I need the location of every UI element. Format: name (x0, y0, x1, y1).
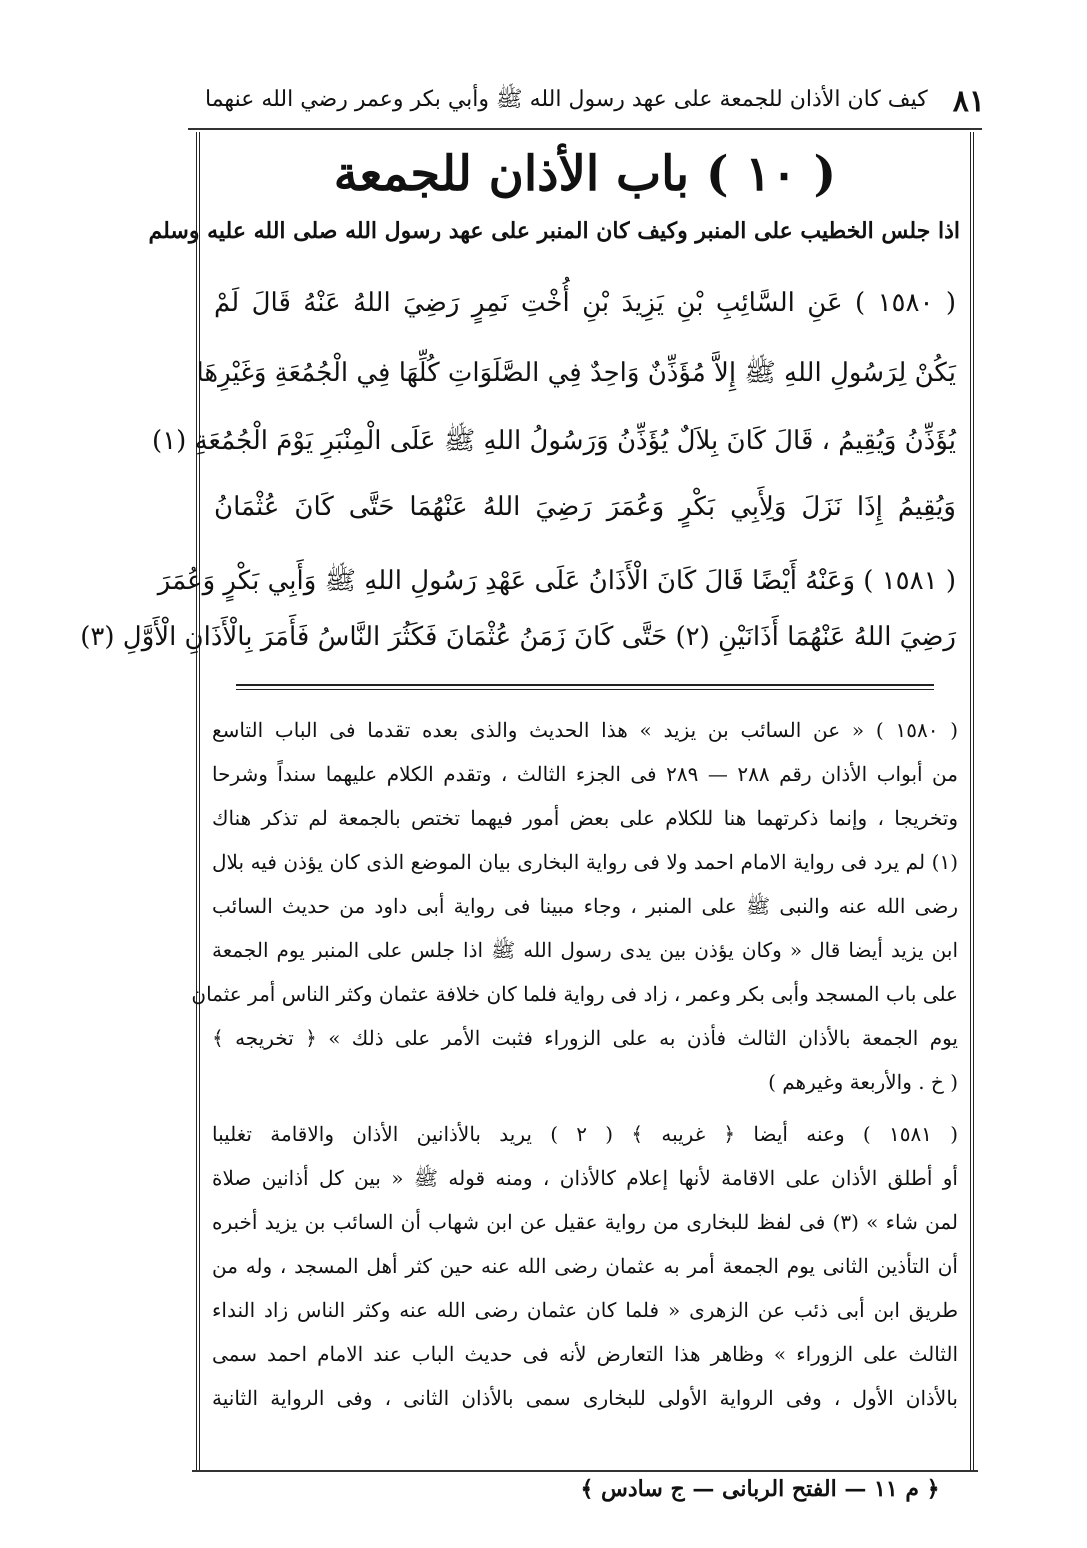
commentary-line: يوم الجمعة بالأذان الثالث فأذن به على الزوراء فثبت الأمر على ذلك » ﴿ تخريجه ﴾ (212, 1026, 958, 1050)
chapter-heading: ( ١٠ ) باب الأذان للجمعة (333, 146, 837, 202)
separator-rule (236, 689, 934, 690)
hadith-line: رَضِيَ اللهُ عَنْهُمَا أَذَانَيْنِ (٢) حَتَّى كَانَ زَمَنُ عُثْمَانَ فَكَثُرَ النَّاسُ فَأَمَرَ بِالْأَذَانِ الْأَوَّلِ (٣) (80, 622, 956, 652)
commentary-line: الثالث على الزوراء » وظاهر هذا التعارض لأنه فى حديث الباب عند الامام احمد سمى (212, 1342, 958, 1366)
commentary-line: ابن يزيد أيضا قال « وكان يؤذن بين يدى رسول الله ﷺ اذا جلس على المنبر يوم الجمعة (212, 938, 958, 962)
commentary-line: لمن شاء » (٣) فى لفظ للبخارى من رواية عقيل عن ابن شهاب أن السائب بن يزيد أخبره (212, 1210, 959, 1234)
commentary-line: رضى الله عنه والنبى ﷺ على المنبر ، وجاء مبينا فى رواية أبى داود من حديث السائب (212, 894, 958, 918)
commentary-line: طريق ابن أبى ذئب عن الزهرى « فلما كان عثمان رضى الله عنه وكثر الناس زاد النداء (212, 1298, 958, 1322)
page-footer: ﴿ م ١١ — الفتح الربانى — ج سادس ﴾ (580, 1476, 940, 1502)
hadith-line: وَيُقِيمُ إِذَا نَزَلَ وَلِأَبِي بَكْرٍ وَعُمَرَ رَضِيَ اللهُ عَنْهُمَا حَتَّى كَانَ عُثْمَانُ (214, 492, 956, 522)
commentary-line: ( خ . والأربعة وغيرهم ) (768, 1070, 958, 1094)
commentary-line: على باب المسجد وأبى بكر وعمر ، زاد فى رواية فلما كان خلافة عثمان وكثر الناس أمر عثمان (191, 982, 958, 1006)
commentary-line: أن التأذين الثانى يوم الجمعة أمر به عثمان رضى الله عنه حين كثر أهل المسجد ، وله من (212, 1254, 958, 1278)
hadith-line: ( ١٥٨١ ) وَعَنْهُ أَيْضًا قَالَ كَانَ الْأَذَانُ عَلَى عَهْدِ رَسُولِ اللهِ ﷺ وَأَبِي بَكْرٍ وَعُمَرَ (157, 566, 956, 596)
commentary-line: من أبواب الأذان رقم ٢٨٨ — ٢٨٩ فى الجزء الثالث ، وتقدم الكلام عليهما سنداً وشرحا (212, 762, 958, 786)
commentary-line: وتخريجا ، وإنما ذكرتهما هنا للكلام على بعض أمور فيهما تختص بالجمعة لم تذكر هناك (212, 806, 958, 830)
commentary-line: بالأذان الأول ، وفى الرواية الأولى للبخارى سمى بالأذان الثانى ، وفى الرواية الثانية (212, 1386, 958, 1410)
page-number: ٨١ (952, 83, 985, 119)
commentary-line: ( ١٥٨٠ ) « عن السائب بن يزيد » هذا الحديث والذى بعده تقدما فى الباب التاسع (212, 718, 958, 742)
hadith-line: ( ١٥٨٠ ) عَنِ السَّائِبِ بْنِ يَزِيدَ بْنِ أُخْتِ نَمِرٍ رَضِيَ اللهُ عَنْهُ قَالَ لَمْ (214, 288, 956, 318)
commentary-line: (١) لم يرد فى رواية الامام احمد ولا فى رواية البخارى بيان الموضع الذى كان يؤذن فيه بلال (212, 850, 958, 874)
hadith-line: يُؤَذِّنُ وَيُقِيمُ ، قَالَ كَانَ بِلاَلٌ يُؤَذِّنُ وَرَسُولُ اللهِ ﷺ عَلَى الْمِنْبَرِ يَوْمَ الْجُمُعَةِ (١) (152, 426, 956, 456)
running-head-title: كيف كان الأذان للجمعة على عهد رسول الله ﷺ وأبي بكر وعمر رضي الله عنهما (205, 87, 928, 112)
commentary-line: ( ١٥٨١ ) وعنه أيضا ﴿ غريبه ﴾ ( ٢ ) يريد بالأذانين الأذان والاقامة تغليبا (212, 1122, 958, 1146)
chapter-subtitle: اذا جلس الخطيب على المنبر وكيف كان المنبر على عهد رسول الله صلى الله عليه وسلم (148, 218, 960, 244)
text-frame (80, 132, 974, 1470)
running-head (205, 78, 985, 124)
separator-rule (236, 684, 934, 686)
commentary-line: أو أطلق الأذان على الاقامة لأنها إعلام كالأذان ، ومنه قوله ﷺ « بين كل أذانين صلاة (212, 1166, 958, 1190)
hadith-line: يَكُنْ لِرَسُولِ اللهِ ﷺ إِلاَّ مُؤَذِّنٌ وَاحِدٌ فِي الصَّلَوَاتِ كُلِّهَا فِي الْجُمُعَةِ وَغَيْرِهَا (196, 358, 956, 388)
